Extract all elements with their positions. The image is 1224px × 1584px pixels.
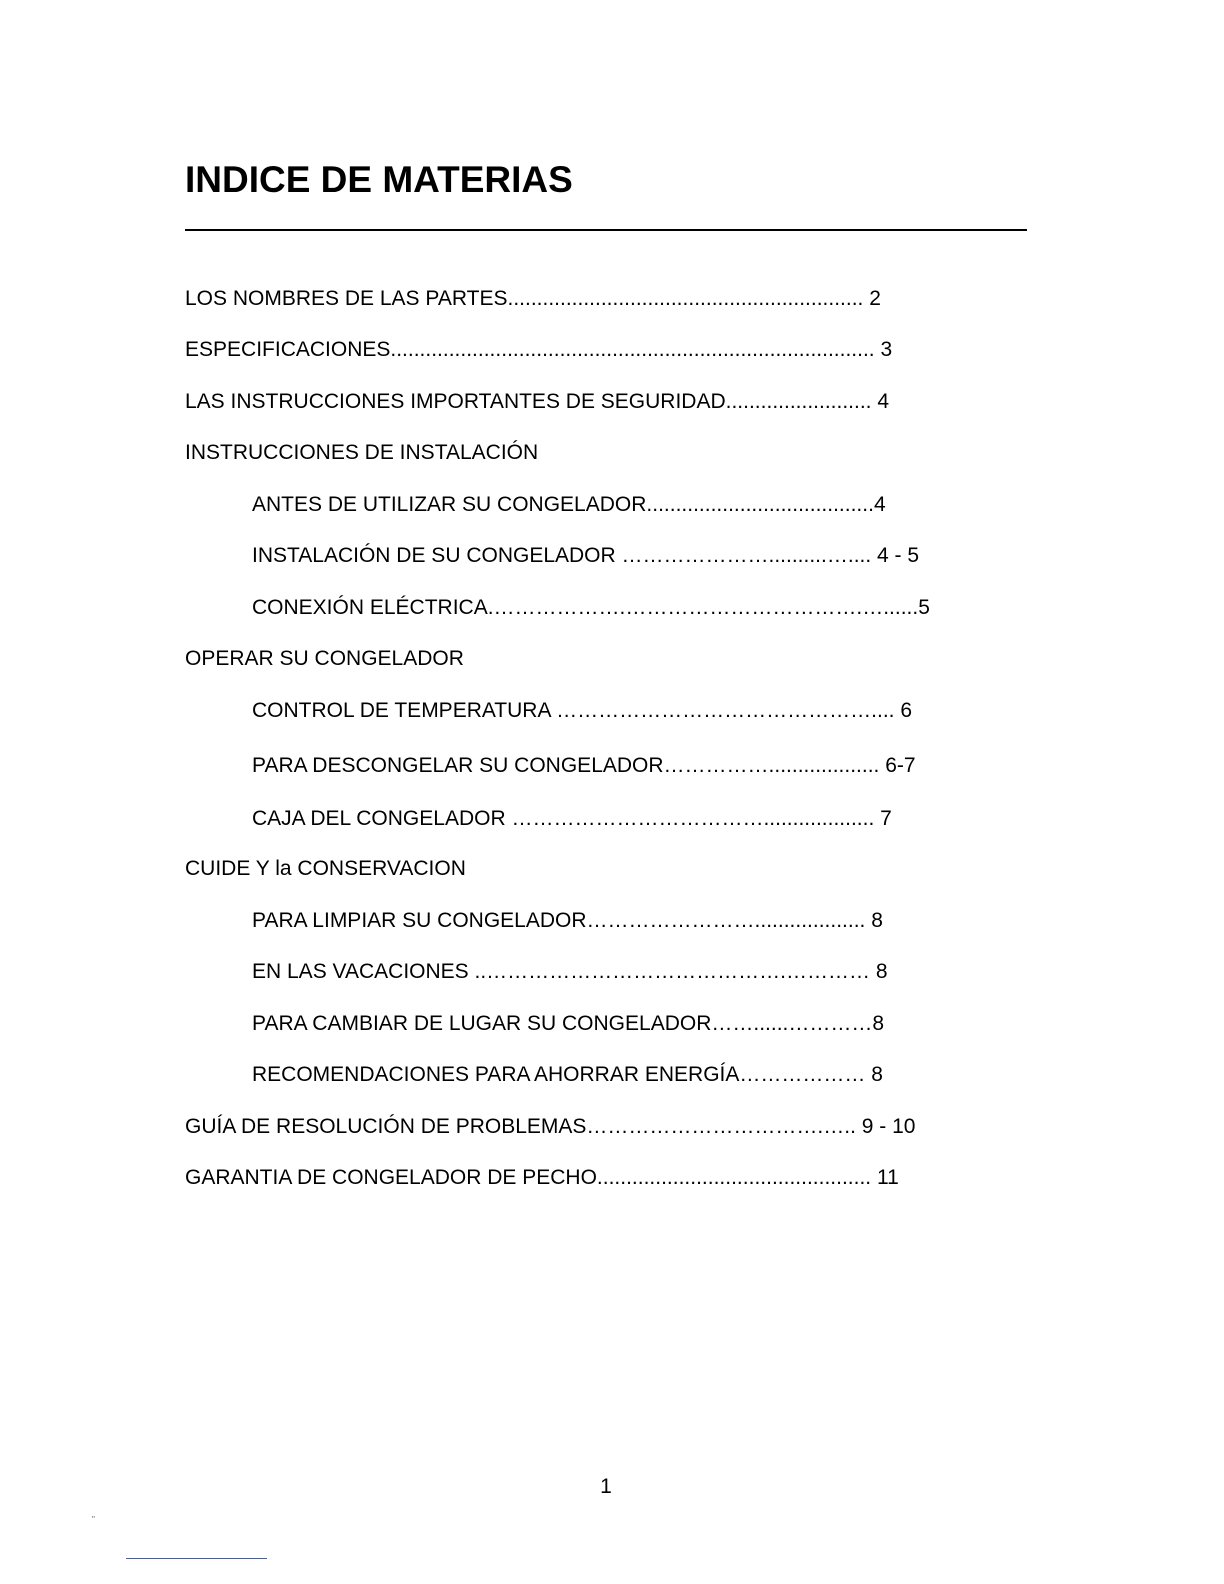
- toc-entry-instalacion-congelador: INSTALACIÓN DE SU CONGELADOR …………………..........….... 4 - 5: [252, 544, 920, 567]
- toc-section-instalacion: INSTRUCCIONES DE INSTALACIÓN: [185, 441, 539, 464]
- toc-entry-antes-de-utilizar: ANTES DE UTILIZAR SU CONGELADOR.......................................4: [252, 493, 886, 516]
- toc-entry-control-temperatura: CONTROL DE TEMPERATURA ……………………………………….... 6: [252, 699, 913, 722]
- toc-entry-nombres-partes: LOS NOMBRES DE LAS PARTES............................................................. 2: [185, 287, 881, 310]
- toc-section-operar: OPERAR SU CONGELADOR: [185, 647, 464, 670]
- toc-entry-resolucion-problemas: GUÍA DE RESOLUCIÓN DE PROBLEMAS…………………………….….. 9 - 10: [185, 1115, 916, 1138]
- title-underline: [185, 229, 1027, 231]
- stray-mark: ": [92, 1515, 95, 1524]
- toc-entry-garantia: GARANTIA DE CONGELADOR DE PECHO............................................... 11: [185, 1166, 899, 1189]
- toc-entry-vacaciones: EN LAS VACACIONES ..…………………………………….………… 8: [252, 960, 888, 983]
- toc-entry-ahorrar-energia: RECOMENDACIONES PARA AHORRAR ENERGÍA……………… 8: [252, 1063, 883, 1086]
- footnote-separator: [126, 1558, 267, 1559]
- toc-entry-instrucciones-seguridad: LAS INSTRUCCIONES IMPORTANTES DE SEGURIDAD......................... 4: [185, 390, 890, 413]
- toc-entry-caja-congelador: CAJA DEL CONGELADOR ………………………………................... 7: [252, 807, 892, 830]
- toc-entry-conexion-electrica: CONEXIÓN ELÉCTRICA.……………….…………………………….…......5: [252, 596, 930, 619]
- toc-entry-especificaciones: ESPECIFICACIONES................................................................................... 3: [185, 338, 893, 361]
- toc-entry-limpiar: PARA LIMPIAR SU CONGELADOR……………………................... 8: [252, 909, 883, 932]
- toc-entry-cambiar-lugar: PARA CAMBIAR DE LUGAR SU CONGELADOR……......…………8: [252, 1012, 885, 1035]
- toc-entry-descongelar: PARA DESCONGELAR SU CONGELADOR……………................... 6-7: [252, 754, 916, 777]
- toc-section-cuide: CUIDE Y la CONSERVACION: [185, 857, 466, 880]
- page-number: 1: [600, 1475, 612, 1498]
- page-title: INDICE DE MATERIAS: [185, 159, 573, 200]
